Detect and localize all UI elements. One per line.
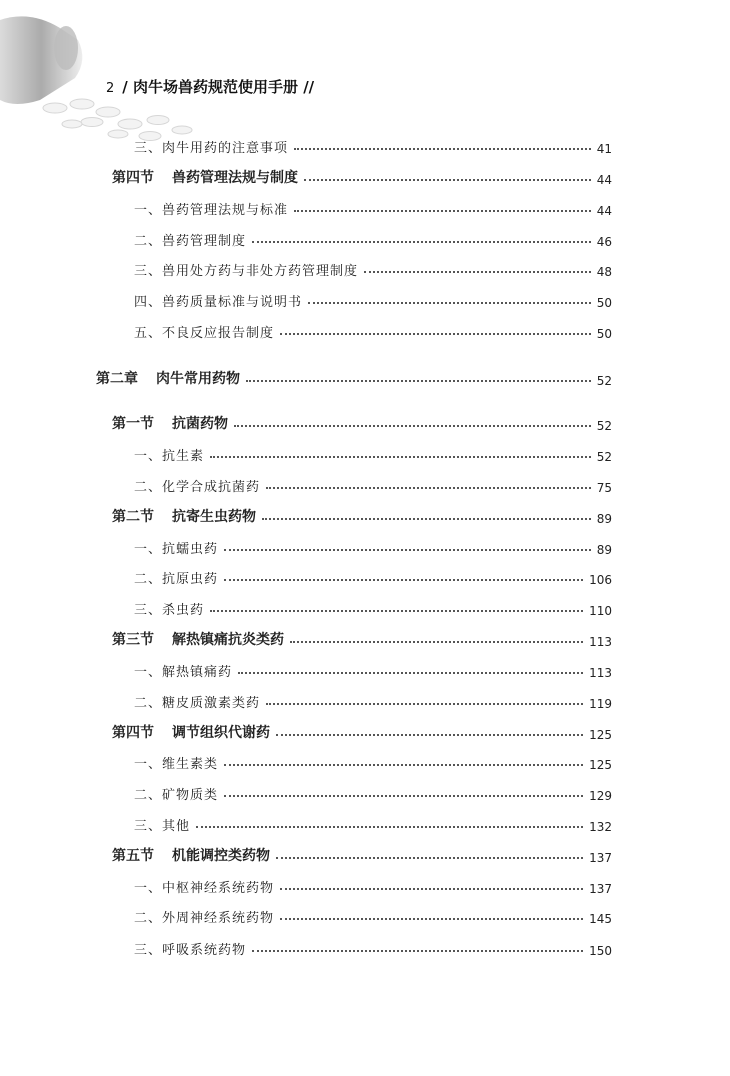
- toc-page-number: 132: [589, 820, 612, 834]
- toc-entry-label: [112, 167, 298, 187]
- toc-entry-label: 二、外周神经系统药物: [134, 911, 275, 926]
- toc-entry[interactable]: [134, 687, 612, 711]
- dot-leader: [224, 549, 591, 551]
- dot-leader: [304, 179, 591, 181]
- toc-entry[interactable]: [134, 440, 612, 464]
- toc-entry[interactable]: [134, 132, 612, 156]
- toc-page-number: 44: [596, 204, 612, 218]
- toc-entry-label: [112, 722, 270, 742]
- toc-entry[interactable]: [134, 471, 612, 495]
- toc-page-number: 50: [596, 327, 612, 341]
- toc-entry-label: [112, 413, 228, 433]
- toc-section-entry[interactable]: [112, 625, 612, 649]
- toc-chapter-entry[interactable]: [96, 364, 612, 388]
- toc-entry-label: 一、维生素类: [134, 757, 219, 772]
- pill-bottle-decoration: [0, 0, 250, 150]
- dot-leader: [210, 610, 583, 612]
- dot-leader: [364, 271, 591, 273]
- toc-entry-label: [96, 368, 240, 388]
- toc-page-number: 89: [596, 512, 612, 526]
- dot-leader: [210, 456, 591, 458]
- toc-page-number: 113: [589, 635, 612, 649]
- toc-entry[interactable]: [134, 872, 612, 896]
- toc-entry-number: 第一节: [112, 416, 154, 432]
- toc-entry-label: 二、抗原虫药: [134, 572, 219, 587]
- dot-leader: [280, 333, 591, 335]
- toc-entry[interactable]: [134, 748, 612, 772]
- toc-entry[interactable]: [134, 810, 612, 834]
- toc-entry-label: [112, 506, 256, 526]
- toc-page-number: 89: [596, 543, 612, 557]
- toc-section-entry[interactable]: [112, 502, 612, 526]
- dot-leader: [276, 734, 583, 736]
- toc-page-number: 137: [589, 851, 612, 865]
- toc-entry-label: 二、化学合成抗菌药: [134, 480, 261, 495]
- toc-page-number: 48: [596, 265, 612, 279]
- toc-entry-title: 兽药管理法规与制度: [172, 170, 298, 186]
- toc-entry-label: 一、中枢神经系统药物: [134, 881, 275, 896]
- toc-page-number: 145: [589, 912, 612, 926]
- toc-entry-label: 五、不良反应报告制度: [134, 326, 275, 341]
- toc-section-entry[interactable]: [112, 409, 612, 433]
- toc-page-number: 137: [589, 882, 612, 896]
- toc-entry-title: 解热镇痛抗炎类药: [172, 632, 284, 648]
- toc-page-number: 46: [596, 235, 612, 249]
- toc-section-entry[interactable]: [112, 718, 612, 742]
- toc-entry-label: 三、其他: [134, 819, 191, 834]
- dot-leader: [196, 826, 583, 828]
- toc-entry[interactable]: [134, 779, 612, 803]
- toc-entry-label: 二、糖皮质激素类药: [134, 696, 261, 711]
- toc-page-number: 52: [596, 419, 612, 433]
- dot-leader: [262, 518, 591, 520]
- toc-entry-title: 肉牛常用药物: [156, 371, 240, 387]
- toc-page-number: 113: [589, 666, 612, 680]
- toc-page-number: 44: [596, 173, 612, 187]
- toc-entry-label: 一、兽药管理法规与标准: [134, 203, 289, 218]
- toc-entry-label: [112, 629, 284, 649]
- toc-entry[interactable]: [134, 563, 612, 587]
- toc-entry[interactable]: [134, 656, 612, 680]
- toc-entry-number: 第二章: [96, 371, 138, 387]
- running-header: [106, 76, 314, 97]
- toc-entry-number: 第二节: [112, 509, 154, 525]
- toc-page-number: 52: [596, 374, 612, 388]
- toc-entry-number: 第四节: [112, 725, 154, 741]
- toc-page-number: 150: [589, 944, 612, 958]
- dot-leader: [234, 425, 591, 427]
- toc-page-number: 106: [589, 573, 612, 587]
- toc-entry-title: 机能调控类药物: [172, 848, 270, 864]
- toc-entry-label: 一、抗生素: [134, 449, 205, 464]
- dot-leader: [280, 888, 583, 890]
- toc-section-entry[interactable]: [112, 163, 612, 187]
- toc-page-number: 50: [596, 296, 612, 310]
- toc-entry[interactable]: [134, 934, 612, 958]
- toc-entry-label: 三、兽用处方药与非处方药管理制度: [134, 264, 359, 279]
- toc-entry-label: 二、矿物质类: [134, 788, 219, 803]
- toc-page-number: 125: [589, 758, 612, 772]
- dot-leader: [224, 764, 583, 766]
- toc-page-number: 125: [589, 728, 612, 742]
- toc-entry-label: 一、解热镇痛药: [134, 665, 233, 680]
- toc-entry-label: 四、兽药质量标准与说明书: [134, 295, 303, 310]
- dot-leader: [252, 241, 591, 243]
- toc-entry[interactable]: [134, 225, 612, 249]
- toc-entry-label: 一、抗蠕虫药: [134, 542, 219, 557]
- toc-entry-number: 第四节: [112, 170, 154, 186]
- toc-page-number: 129: [589, 789, 612, 803]
- page-number: 2: [106, 81, 115, 96]
- toc-entry-label: 三、呼吸系统药物: [134, 943, 247, 958]
- toc-entry-label: [112, 845, 270, 865]
- toc-entry[interactable]: [134, 533, 612, 557]
- dot-leader: [276, 857, 583, 859]
- dot-leader: [294, 148, 591, 150]
- book-title: / 肉牛场兽药规范使用手册 //: [122, 78, 315, 96]
- toc-entry-label: 二、兽药管理制度: [134, 234, 247, 249]
- dot-leader: [308, 302, 591, 304]
- toc-page-number: 110: [589, 604, 612, 618]
- dot-leader: [246, 380, 591, 382]
- toc-entry[interactable]: [134, 286, 612, 310]
- toc-page-number: 52: [596, 450, 612, 464]
- toc-entry[interactable]: [134, 317, 612, 341]
- dot-leader: [224, 795, 583, 797]
- toc-entry-number: 第三节: [112, 632, 154, 648]
- dot-leader: [252, 950, 583, 952]
- toc-page-number: 119: [589, 697, 612, 711]
- toc-entry[interactable]: [134, 255, 612, 279]
- toc-entry-title: 抗菌药物: [172, 416, 228, 432]
- dot-leader: [266, 487, 591, 489]
- toc-entry-title: 调节组织代谢药: [172, 725, 270, 741]
- dot-leader: [238, 672, 583, 674]
- dot-leader: [294, 210, 591, 212]
- toc-entry[interactable]: [134, 194, 612, 218]
- toc-entry[interactable]: [134, 902, 612, 926]
- toc-page-number: 75: [596, 481, 612, 495]
- dot-leader: [266, 703, 583, 705]
- dot-leader: [290, 641, 583, 643]
- toc-entry-title: 抗寄生虫药物: [172, 509, 256, 525]
- toc-entry[interactable]: [134, 594, 612, 618]
- dot-leader: [280, 918, 583, 920]
- toc-page-number: 41: [596, 142, 612, 156]
- toc-entry-number: 第五节: [112, 848, 154, 864]
- toc-entry-label: 三、杀虫药: [134, 603, 205, 618]
- toc-section-entry[interactable]: [112, 841, 612, 865]
- dot-leader: [224, 579, 583, 581]
- toc-entry-label: 三、肉牛用药的注意事项: [134, 141, 289, 156]
